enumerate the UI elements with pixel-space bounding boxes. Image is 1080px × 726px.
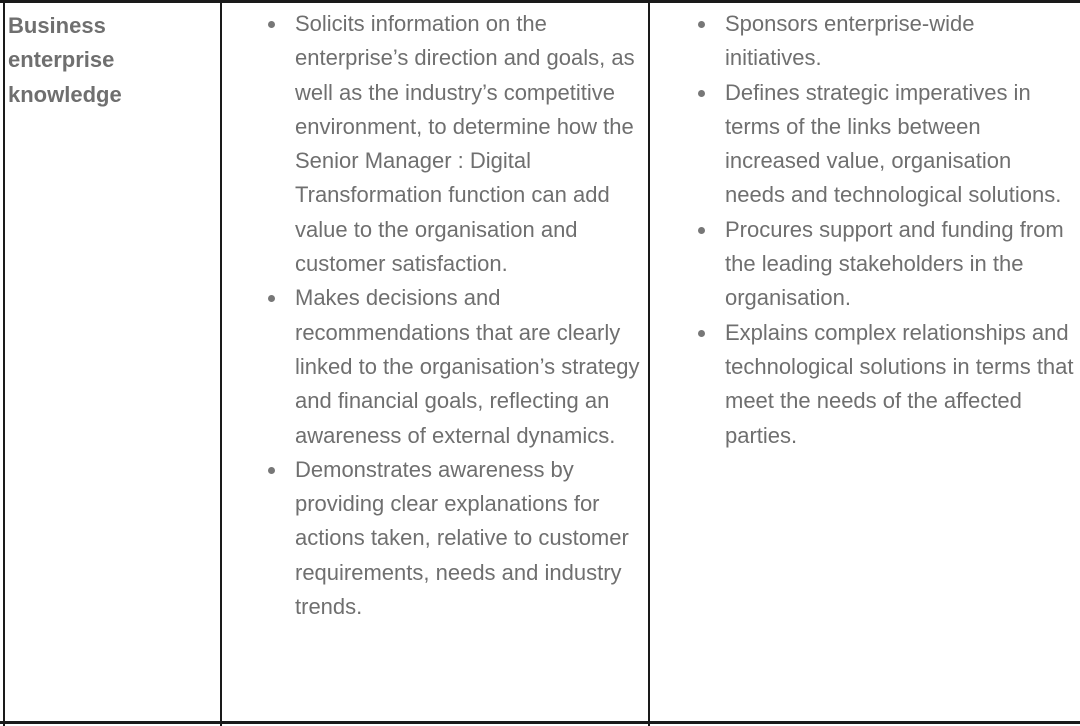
table-left-border <box>3 0 5 726</box>
bullet-dot-icon <box>268 21 275 28</box>
list-item <box>692 316 1076 453</box>
list-item <box>692 76 1076 213</box>
table-bottom-border <box>0 721 1080 724</box>
bullet-dot-icon <box>268 467 275 474</box>
column-3-list <box>692 7 1076 453</box>
list-item-text: Sponsors enterprise-wide initiatives. <box>725 11 975 71</box>
list-item-text: Procures support and funding from the leading stakeholders in the organisation. <box>725 216 1064 311</box>
bullet-dot-icon <box>698 227 705 234</box>
list-item <box>692 7 1076 76</box>
list-item <box>262 281 642 452</box>
column-divider-2 <box>648 0 650 726</box>
list-item-text: Demonstrates awareness by providing clear explanations for actions taken, relative to customer requirements, needs and industry trends. <box>295 456 629 620</box>
bullet-dot-icon <box>698 90 705 97</box>
table-top-border <box>0 0 1080 3</box>
bullet-dot-icon <box>698 21 705 28</box>
list-item-text: Makes decisions and recommendations that are clearly linked to the organisation’s strategy and financial goals, reflecting an awareness of external dynamics. <box>295 285 640 448</box>
list-item-text: Explains complex relationships and technological solutions in terms that meet the needs of the affected parties. <box>725 319 1074 448</box>
list-item <box>262 453 642 624</box>
list-item <box>262 7 642 281</box>
column-2-list <box>262 7 642 624</box>
bullet-dot-icon <box>698 330 705 337</box>
row-label: Business enterprise knowledge <box>8 13 122 107</box>
bullet-dot-icon <box>268 295 275 302</box>
column-divider-1 <box>220 0 222 726</box>
list-item-text: Solicits information on the enterprise’s direction and goals, as well as the industry’s competitive environment, to determine how the Senior Manager : Digital Transformation function can add value to the organisation and customer satisfaction. <box>295 11 635 277</box>
list-item <box>692 213 1076 316</box>
list-item-text: Defines strategic imperatives in terms of the links between increased value, organisation needs and technological solutions. <box>725 79 1062 208</box>
